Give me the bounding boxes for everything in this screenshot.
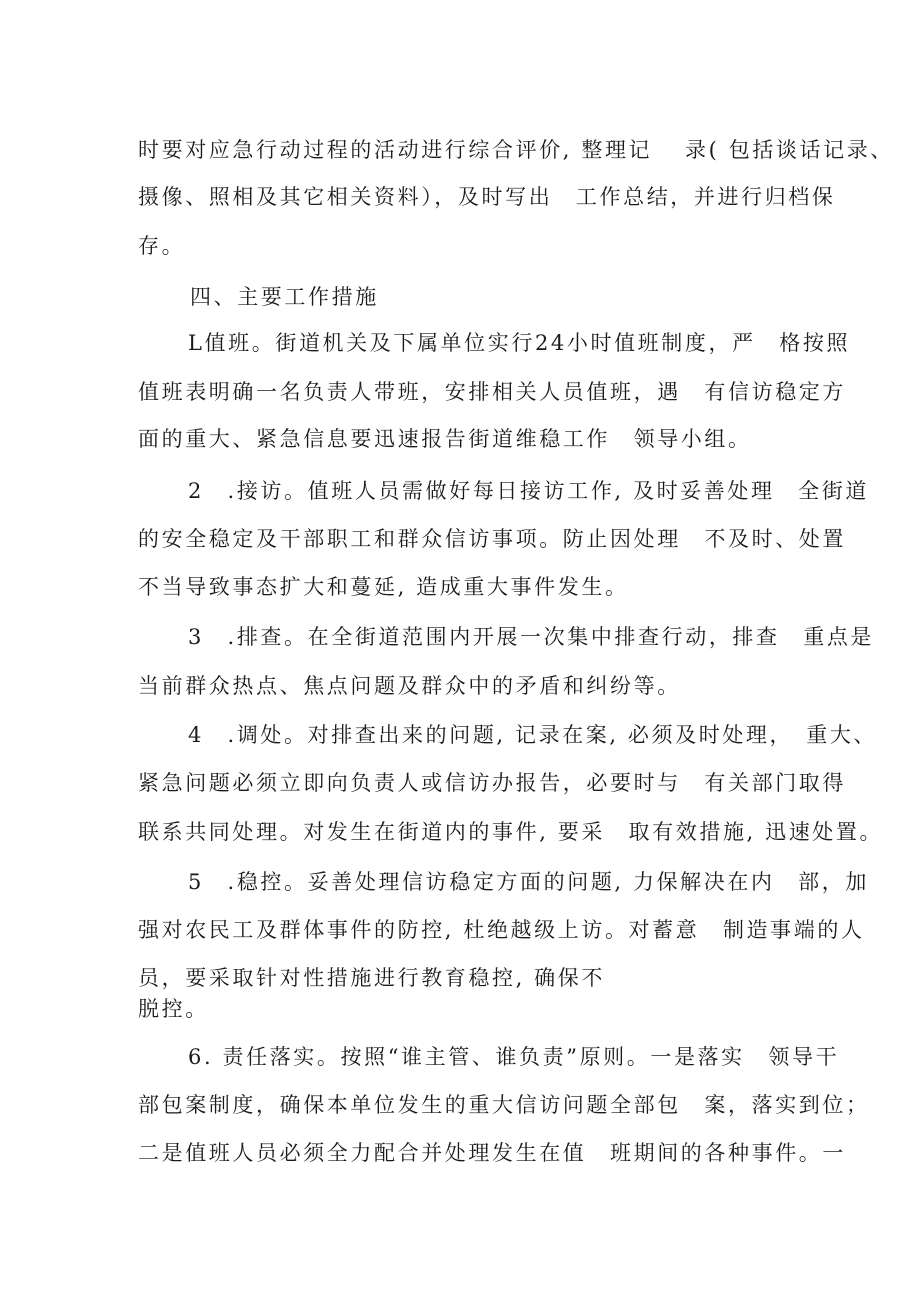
text-line-11: 3 .排查。在全街道范围内开展一次集中排查行动，排查 重点是 <box>188 625 875 649</box>
text-line-3: 存。 <box>138 234 186 258</box>
text-line-8: 2 .接访。值班人员需做好每日接访工作, 及时妥善处理 全街道 <box>188 479 869 503</box>
text-line-17: 强对农民工及群体事件的防控, 杜绝越级上访。对蓄意 制造事端的人 <box>138 918 865 942</box>
text-line-16: 5 .稳控。妥善处理信访稳定方面的问题, 力保解决在内 部，加 <box>188 870 869 894</box>
text-line-18: 员，要采取针对性措施进行教育稳控, 确保不 <box>138 966 605 990</box>
text-line-6: 值班表明确一名负责人带班，安排相关人员值班，遇 有信访稳定方 <box>138 380 846 404</box>
text-line-1: 时要对应急行动过程的活动进行综合评价, 整理记 录( 包括谈话记录、 <box>138 138 894 162</box>
text-line-20: 6. 责任落实。按照“谁主管、谁负责”原则。一是落实 领导干 <box>188 1045 840 1069</box>
text-line-15: 联系共同处理。对发生在街道内的事件, 要采 取有效措施, 迅速处置。 <box>138 820 884 844</box>
section-heading: 四、主要工作措施 <box>190 285 379 309</box>
text-line-19: 脱控。 <box>138 997 209 1021</box>
text-line-2: 摄像、照相及其它相关资料），及时写出 工作总结，并进行归档保 <box>138 185 836 209</box>
text-line-12: 当前群众热点、焦点问题及群众中的矛盾和纠纷等。 <box>138 674 681 698</box>
text-line-5: L值班。街道机关及下属单位实行24小时值班制度，严 格按照 <box>188 331 851 355</box>
text-line-22: 二是值班人员必须全力配合并处理发生在值 班期间的各种事件。一 <box>138 1141 846 1165</box>
text-line-9: 的安全稳定及干部职工和群众信访事项。防止因处理 不及时、处置 <box>138 527 846 551</box>
text-line-13: 4 .调处。对排查出来的问题, 记录在案, 必须及时处理， 重大、 <box>188 723 878 747</box>
text-line-14: 紧急问题必须立即向负责人或信访办报告，必要时与 有关部门取得 <box>138 771 846 795</box>
text-line-21: 部包案制度，确保本单位发生的重大信访问题全部包 案，落实到位； <box>138 1093 870 1117</box>
text-line-7: 面的重大、紧急信息要迅速报告街道维稳工作 领导小组。 <box>138 427 752 451</box>
text-line-10: 不当导致事态扩大和蔓延, 造成重大事件发生。 <box>138 575 629 599</box>
